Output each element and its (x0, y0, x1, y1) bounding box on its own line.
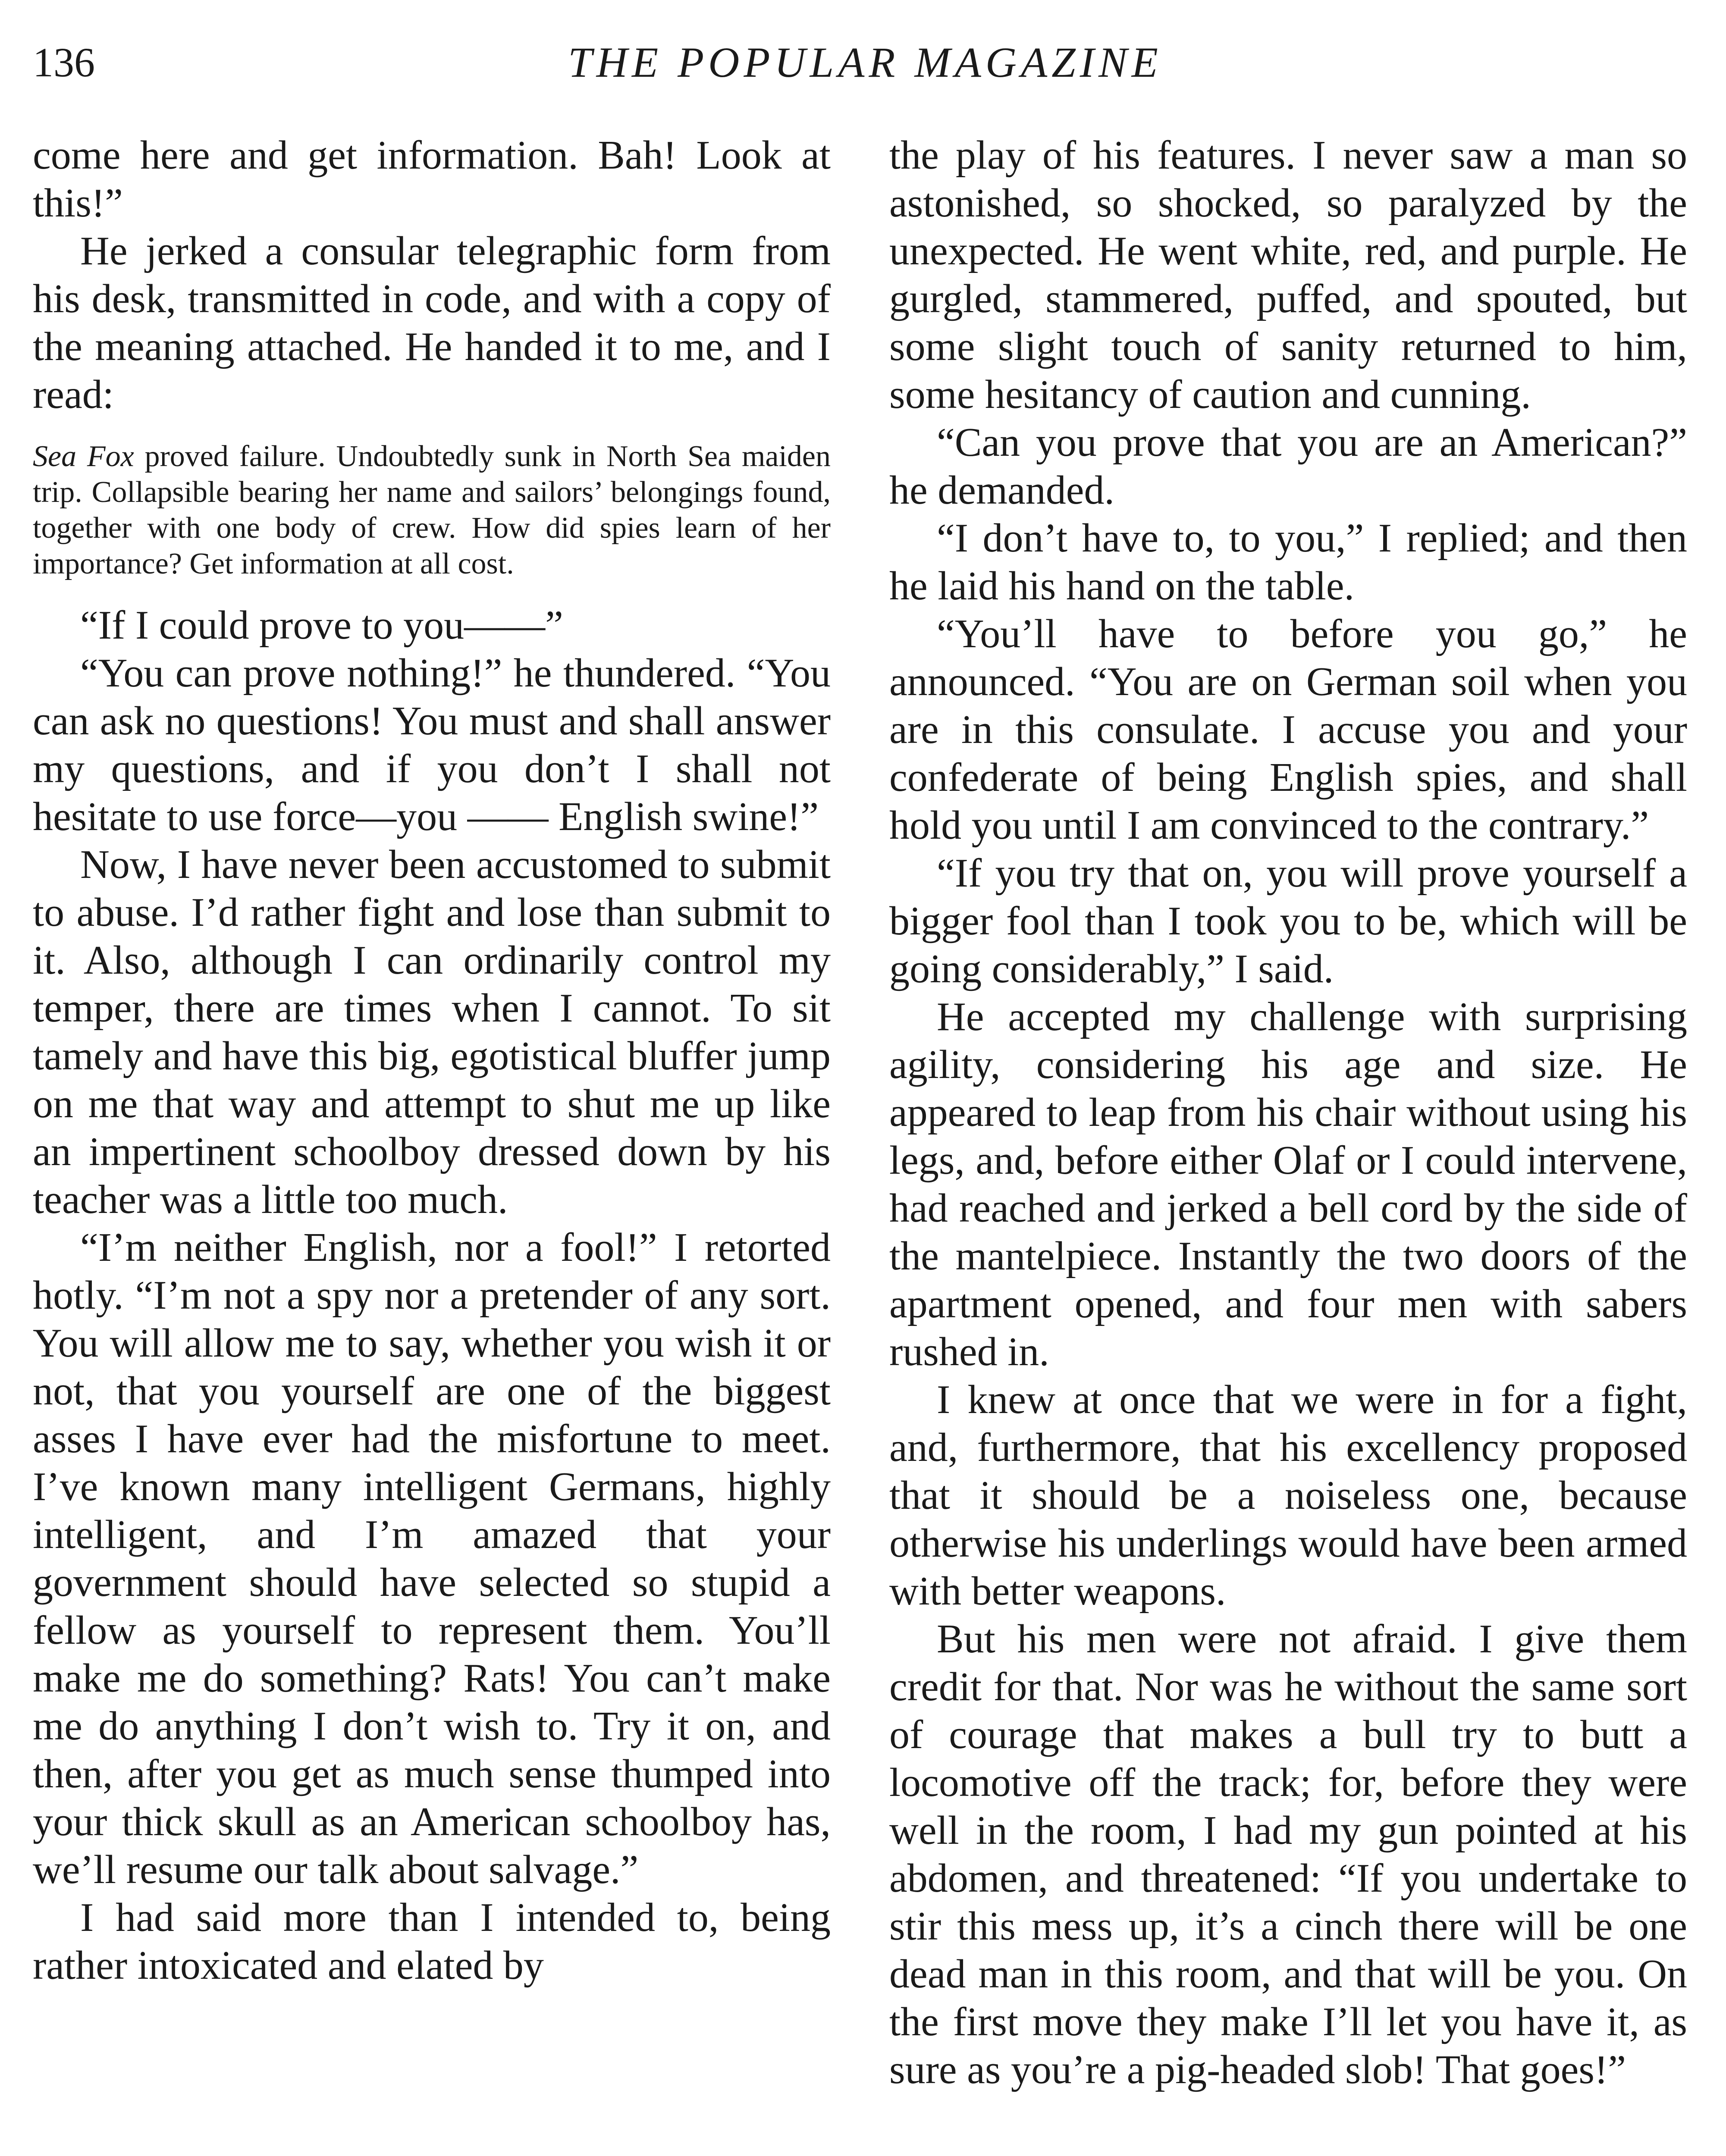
right-column (889, 132, 1687, 2094)
left-column (33, 132, 831, 1990)
paragraph: He accepted my challenge with surprising agility, considering his age and size. He appeared to leap from his chair without using his legs, and, before either Olaf or I could intervene, had reached and jerked a bell cord by the side of the mantelpiece. Instantly the two doors of the apartment opened, and four men with sabers rushed in. (889, 994, 1687, 1374)
paragraph: “You’ll have to before you go,” he announced. “You are on German soil when you are in this consulate. I accuse you and your confederate of being English spies, and shall hold you until I am convinced to the contrary.” (889, 611, 1687, 848)
paragraph: “I don’t have to, to you,” I replied; and then he laid his hand on the table. (889, 516, 1687, 608)
paragraph: “If you try that on, you will prove yourself a bigger fool than I took you to be, which will be going considerably,” I said. (889, 851, 1687, 991)
paragraph: “Can you prove that you are an American?” he demanded. (889, 420, 1687, 513)
paragraph: I knew at once that we were in for a fight, and, furthermore, that his excellency proposed that it should be a noiseless one, because otherwise his underlings would have been armed with better weapons. (889, 1377, 1687, 1614)
paragraph: Now, I have never been accustomed to submit to abuse. I’d rather fight and lose than submit to it. Also, although I can ordinarily control my temper, there are times when I cannot. To sit tamely and have this big, egotistical bluffer jump on me that way and attempt to shut me up like an impertinent schoolboy dressed down by his teacher was a little too much. (33, 842, 831, 1222)
paragraph: He jerked a consular telegraphic form from his desk, transmitted in code, and with a copy of the meaning attached. He handed it to me, and I read: (33, 229, 831, 417)
paragraph: “If I could prove to you——” (80, 603, 563, 648)
telegram-text: proved failure. Undoubtedly sunk in North Sea maiden trip. Collapsible bearing her name and sailors’ belongings found, together with one body of crew. How did spies learn of her importance? Get information at all cost. (33, 440, 831, 580)
telegram-ship-name: Sea Fox (33, 440, 134, 473)
paragraph: “I’m neither English, nor a fool!” I retorted hotly. “I’m not a spy nor a pretender of any sort. You will allow me to say, whether you wish it or not, that you yourself are one of the biggest asses I have ever had the misfortune to meet. I’ve known many intelligent Germans, highly intelligent, and I’m amazed that your government should have selected so stupid a fellow as yourself to represent them. You’ll make me do something? Rats! You can’t make me do anything I don’t wish to. Try it on, and then, after you get as much sense thumped into your thick skull as an American schoolboy has, we’ll resume our talk about salvage.” (33, 1225, 831, 1892)
running-title: THE POPULAR MAGAZINE (568, 38, 1162, 86)
paragraph: the play of his features. I never saw a man so astonished, so shocked, so paralyzed by the unexpected. He went white, red, and purple. He gurgled, stammered, puffed, and spouted, but some slight touch of sanity returned to him, some hesitancy of caution and cunning. (889, 133, 1687, 417)
paragraph: “You can prove nothing!” he thundered. “You can ask no questions! You must and shall answer my questions, and if you don’t I shall not hesitate to use force—you —— English swine!” (33, 651, 831, 839)
page-header (33, 37, 1698, 101)
page-number: 136 (33, 39, 95, 85)
paragraph: I had said more than I intended to, being rather intoxicated and elated by (33, 1895, 831, 1988)
telegram-message (33, 439, 831, 582)
paragraph: But his men were not afraid. I give them credit for that. Nor was he without the same sort of courage that makes a bull try to butt a locomotive off the track; for, before they were well in the room, I had my gun pointed at his abdomen, and threatened: “If you undertake to stir this mess up, it’s a cinch there will be one dead man in this room, and that will be you. On the first move they make I’ll let you have it, as sure as you’re a pig-headed slob! That goes!” (889, 1617, 1687, 2092)
paragraph: come here and get information. Bah! Look at this!” (33, 133, 831, 226)
